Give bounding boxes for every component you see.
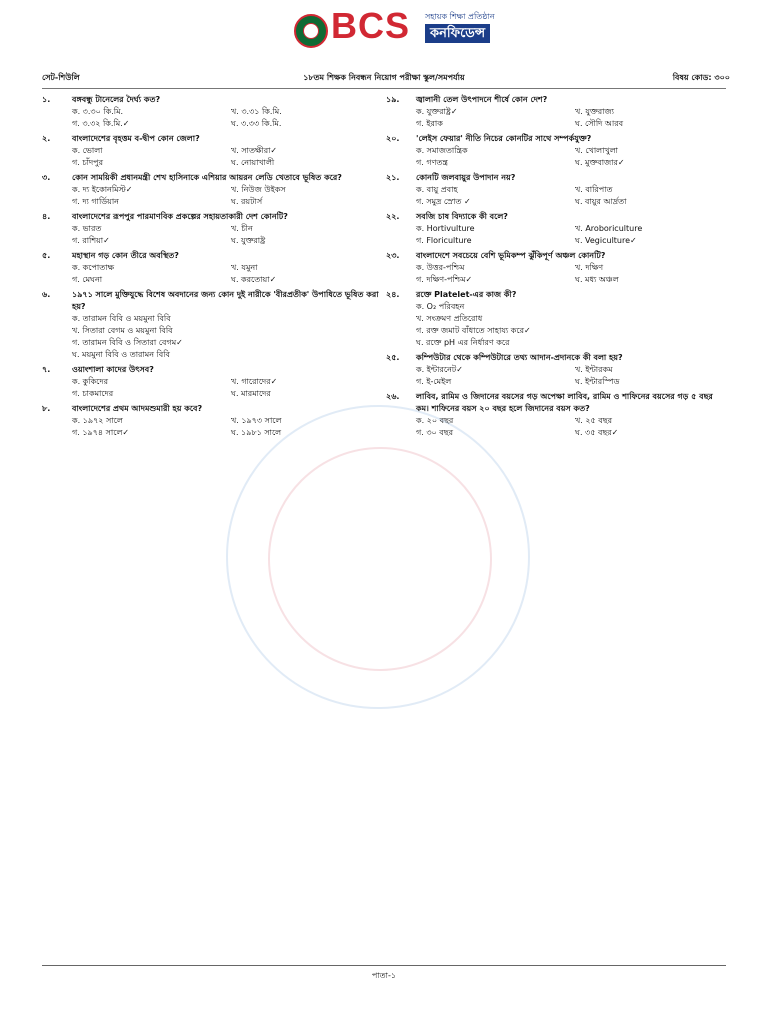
question-text: 'লেইস ফেয়ার' নীতি নিচের কোনটির সাথে সম্পর্কযুক্ত?: [416, 134, 592, 143]
answer-option: খ. দক্ষিণ: [575, 263, 604, 272]
question-text: সবজি চাষ বিদ্যাকে কী বলে?: [416, 212, 508, 221]
answer-option: ঘ. রক্তে pH এর নির্ধারণ করে: [416, 338, 510, 347]
header-divider: [42, 88, 726, 89]
answer-option: গ. মেঘনা: [72, 275, 103, 284]
answer-option: খ. Aroboriculture: [575, 224, 643, 233]
question-item: [42, 172, 382, 208]
question-item: [386, 94, 726, 130]
answer-option: গ. চাকমাদের: [72, 389, 114, 398]
question-item: [386, 172, 726, 208]
question-number: ৫.: [42, 251, 51, 260]
question-number: ২২.: [386, 212, 400, 221]
answer-option: ঘ. যুক্তরাষ্ট্র: [231, 236, 266, 245]
question-number: ৬.: [42, 290, 51, 299]
answer-option: খ. সংক্রমণ প্রতিরোধ: [416, 314, 483, 323]
answer-option: ঘ. ৩.৩৩ কি.মি.: [231, 119, 282, 128]
answer-option: গ. ইরাক: [416, 119, 443, 128]
answer-option: ক. সমাজতান্ত্রিক: [416, 146, 468, 155]
answer-option: ঘ. ইন্টারস্পিড: [575, 377, 620, 386]
answer-option: ক. দ্য ইকোনমিস্ট✓: [72, 185, 133, 194]
answer-option: খ. যুক্তরাজ্য: [575, 107, 614, 116]
answer-option: গ. রক্ত জমাট বাঁধাতে সাহায্য করে✓: [416, 326, 531, 335]
answer-option: গ. ৩.৩২ কি.মি.✓: [72, 119, 130, 128]
answer-option: খ. গারোদের✓: [231, 377, 278, 386]
question-text: রক্তে Platelet-এর কাজ কী?: [416, 290, 517, 299]
page-header: [0, 0, 768, 78]
answer-option: ক. উত্তর-পশ্চিম: [416, 263, 465, 272]
question-item: [386, 211, 726, 247]
answer-option: গ. রাশিয়া✓: [72, 236, 110, 245]
question-item: [42, 211, 382, 247]
answer-option: খ. ১৯৭৩ সালে: [231, 416, 282, 425]
answer-option: ঘ. বায়ুর আর্দ্রতা: [575, 197, 627, 206]
question-item: [386, 133, 726, 169]
answer-option: ঘ. ময়মুনা বিবি ও তারামন বিবি: [72, 350, 171, 359]
answer-option: ঘ. Vegiculture✓: [575, 236, 637, 245]
answer-option: ঘ. রয়টার্স: [231, 197, 263, 206]
question-item: [386, 289, 726, 349]
answer-option: গ. চাঁদপুর: [72, 158, 104, 167]
answer-option: ঘ. মারমাদের: [231, 389, 271, 398]
answer-option: খ. ২৫ বছর: [575, 416, 612, 425]
question-number: ১.: [42, 95, 51, 104]
answer-option: ঘ. ১৯৮১ সালে: [231, 428, 282, 437]
question-number: ৮.: [42, 404, 51, 413]
answer-option: ক. কপোতাক্ষ: [72, 263, 115, 272]
answer-option: খ. খোলাখুলা: [575, 146, 618, 155]
question-text: কোন সাময়িকী প্রধানমন্ত্রী শেখ হাসিনাকে এশিয়ার আয়রন লেডি খেতাবে ভূষিত করে?: [72, 173, 342, 182]
brand-tagline: সহায়ক শিক্ষা প্রতিষ্ঠান: [425, 12, 495, 21]
question-number: ২৩.: [386, 251, 400, 260]
question-item: [42, 364, 382, 400]
question-item: [386, 250, 726, 286]
question-number: ২১.: [386, 173, 400, 182]
answer-option: গ. ই-মেইল: [416, 377, 452, 386]
answer-option: খ. সাতক্ষীরা✓: [231, 146, 278, 155]
question-item: [42, 94, 382, 130]
answer-option: ক. বায়ু প্রবাহ: [416, 185, 458, 194]
question-text: বাংলাদেশে সবচেয়ে বেশি ভূমিকম্প ঝুঁকিপূর্ণ অঞ্চল কোনটি?: [416, 251, 606, 260]
question-text: বঙ্গবন্ধু টানেলের দৈর্ঘ্য কত?: [72, 95, 161, 104]
page-number: পাতা-১: [371, 971, 397, 980]
question-number: ২.: [42, 134, 51, 143]
question-number: ৭.: [42, 365, 51, 374]
answer-option: ক. তারামন বিবি ও ময়মুনা বিবি: [72, 314, 171, 323]
answer-option: ঘ. সৌদি আরব: [575, 119, 624, 128]
question-number: ২৫.: [386, 353, 400, 362]
exam-meta-row: [0, 72, 768, 88]
left-question-column: [42, 94, 382, 442]
set-label: সেট-শিউলি: [42, 73, 80, 82]
answer-option: ক. কুকিদের: [72, 377, 108, 386]
brand-title: BCS: [331, 5, 411, 46]
answer-option: গ. ১৯৭৪ সালে✓: [72, 428, 130, 437]
exam-title: ১৮তম শিক্ষক নিবন্ধন নিয়োগ পরীক্ষা স্কুল/সমপর্যায়: [303, 73, 465, 82]
question-item: [42, 250, 382, 286]
question-number: ৪.: [42, 212, 51, 221]
watermark-seal-icon: [226, 405, 530, 709]
answer-option: গ. তারামন বিবি ও সিতারা বেগম✓: [72, 338, 183, 347]
question-text: জ্বালানী তেল উৎপাদনে শীর্ষে কোন দেশ?: [416, 95, 548, 104]
answer-option: ক. O₂ পরিবহন: [416, 302, 465, 311]
answer-option: গ. সমুদ্র স্রোত ✓: [416, 197, 471, 206]
answer-option: ঘ. মুক্তবাজার✓: [575, 158, 625, 167]
answer-option: খ. যমুনা: [231, 263, 258, 272]
answer-option: ক. ৩.৩০ কি.মি.: [72, 107, 124, 116]
answer-option: খ. ৩.৩১ কি.মি.: [231, 107, 282, 116]
answer-option: খ. চীন: [231, 224, 253, 233]
watermark-inner-ring-icon: [268, 447, 492, 671]
answer-option: ঘ. করতোয়া✓: [231, 275, 277, 284]
question-item: [386, 352, 726, 388]
answer-option: ক. ভোলা: [72, 146, 103, 155]
question-item: [42, 289, 382, 361]
question-number: ২৬.: [386, 392, 400, 401]
answer-option: ক. যুক্তরাষ্ট্র✓: [416, 107, 458, 116]
answer-option: খ. ইন্টারকম: [575, 365, 613, 374]
right-question-column: [386, 94, 726, 442]
answer-option: ঘ. নোয়াখালী: [231, 158, 275, 167]
question-text: ওয়াংশালা কাদের উৎসব?: [72, 365, 154, 374]
answer-option: গ. দক্ষিণ-পশ্চিম✓: [416, 275, 473, 284]
brand-subtitle: কনফিডেন্স: [425, 24, 490, 43]
question-item: [42, 403, 382, 439]
question-text: ১৯৭১ সালে মুক্তিযুদ্ধে বিশেষ অবদানের জন্য কোন দুই নারীকে 'বীরপ্রতীক' উপাধিতে ভূষিত করা হয়?: [72, 290, 379, 311]
subject-code: বিষয় কোড: ৩০০: [672, 73, 730, 82]
answer-option: ক. ভারত: [72, 224, 102, 233]
question-number: ২৪.: [386, 290, 400, 299]
answer-option: খ. নিউজ উইকস: [231, 185, 286, 194]
answer-option: ক. ইন্টারনেট✓: [416, 365, 463, 374]
question-text: কোনটি জলবায়ুর উপাদান নয়?: [416, 173, 516, 182]
question-item: [42, 133, 382, 169]
logo-seal-icon: [303, 23, 319, 39]
answer-option: ঘ. ৩৫ বছর✓: [575, 428, 619, 437]
footer-divider: [42, 965, 726, 966]
answer-option: ক. Hortivulture: [416, 224, 475, 233]
answer-option: গ. দ্য গার্ডিয়ান: [72, 197, 119, 206]
question-text: বাংলাদেশের প্রথম আদমশুমারী হয় কবে?: [72, 404, 203, 413]
question-number: ১৯.: [386, 95, 400, 104]
question-text: লাবিব, রামিম ও জিদানের বয়সের গড় অপেক্ষা লাবিব, রামিম ও শাফিনের বয়সের গড় ৫ বছর কম। শাফিনের বয়স ২০ বছর হলে জিদানের বয়স কত?: [416, 392, 713, 413]
question-text: কম্পিউটার থেকে কম্পিউটারে তথ্য আদান-প্রদানকে কী বলা হয়?: [416, 353, 623, 362]
question-text: বাংলাদেশের রূপপুর পারমাণবিক প্রকল্পের সহায়তাকারী দেশ কোনটি?: [72, 212, 288, 221]
question-number: ২০.: [386, 134, 400, 143]
answer-option: গ. গণতন্ত্র: [416, 158, 448, 167]
answer-option: খ. বারিপাত: [575, 185, 613, 194]
answer-option: ক. ২০ বছর: [416, 416, 454, 425]
question-text: বাংলাদেশের বৃহত্তম ব-দ্বীপ কোন জেলা?: [72, 134, 200, 143]
answer-option: গ. Floriculture: [416, 236, 472, 245]
question-text: মহাস্থান গড় কোন তীরে অবস্থিত?: [72, 251, 179, 260]
answer-option: খ. সিতারা বেগম ও ময়মুনা বিবি: [72, 326, 173, 335]
answer-option: গ. ৩০ বছর: [416, 428, 453, 437]
institution-logo-icon: [294, 14, 328, 48]
question-number: ৩.: [42, 173, 51, 182]
answer-option: ক. ১৯৭২ সালে: [72, 416, 123, 425]
answer-option: ঘ. মধ্য অঞ্চল: [575, 275, 619, 284]
question-item: [386, 391, 726, 439]
